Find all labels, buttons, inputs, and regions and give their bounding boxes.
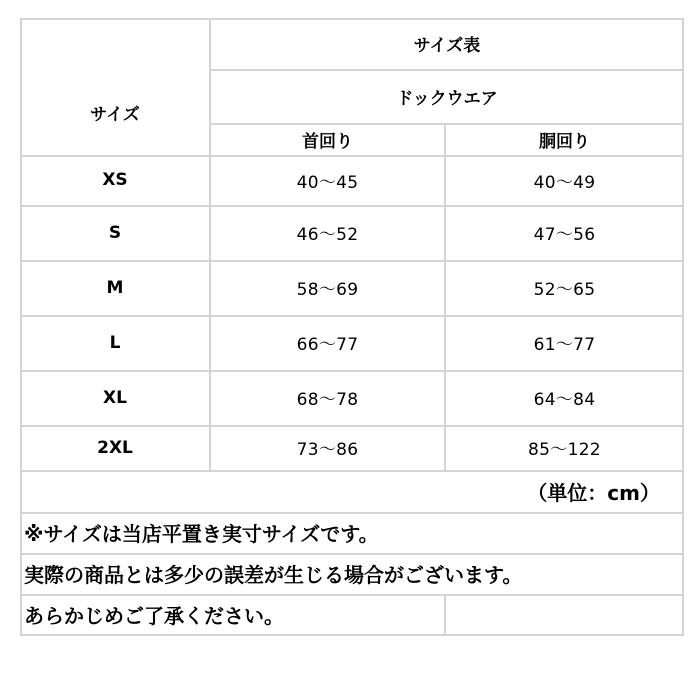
waist-value: 40～49 (533, 172, 596, 193)
unit-note: （単位：cm） (527, 480, 660, 505)
neck-header: 首回り (302, 131, 353, 152)
neck-value: 73～86 (296, 440, 359, 460)
neck-value: 40～45 (296, 172, 359, 193)
size-label: M (106, 277, 124, 298)
size-label: 2XL (97, 437, 133, 458)
grid-line (20, 634, 684, 636)
grid-line (444, 594, 446, 636)
waist-value: 52～65 (533, 280, 596, 300)
size-label: L (109, 332, 121, 353)
waist-value: 47～56 (533, 225, 596, 245)
waist-value: 64～84 (533, 390, 596, 410)
waist-header: 胴回り (539, 131, 590, 152)
note-line: 実際の商品とは多少の誤差が生じる場合がございます。 (24, 563, 523, 587)
neck-value: 46～52 (296, 225, 359, 245)
neck-value: 58～69 (296, 280, 359, 300)
note-line: あらかじめご了承ください。 (24, 603, 284, 628)
size-label: XS (102, 170, 128, 190)
table-title: サイズ表 (413, 36, 481, 56)
category-header: ドックウエア (396, 88, 498, 109)
waist-value: 61～77 (533, 335, 596, 355)
size-label: S (108, 222, 122, 243)
size-label: XL (103, 387, 127, 408)
note-line: ※サイズは当店平置き実寸サイズです。 (24, 522, 379, 546)
size-header: サイズ (90, 104, 140, 125)
waist-value: 85～122 (528, 440, 601, 460)
neck-value: 68～78 (296, 390, 359, 410)
neck-value: 66～77 (296, 335, 359, 355)
